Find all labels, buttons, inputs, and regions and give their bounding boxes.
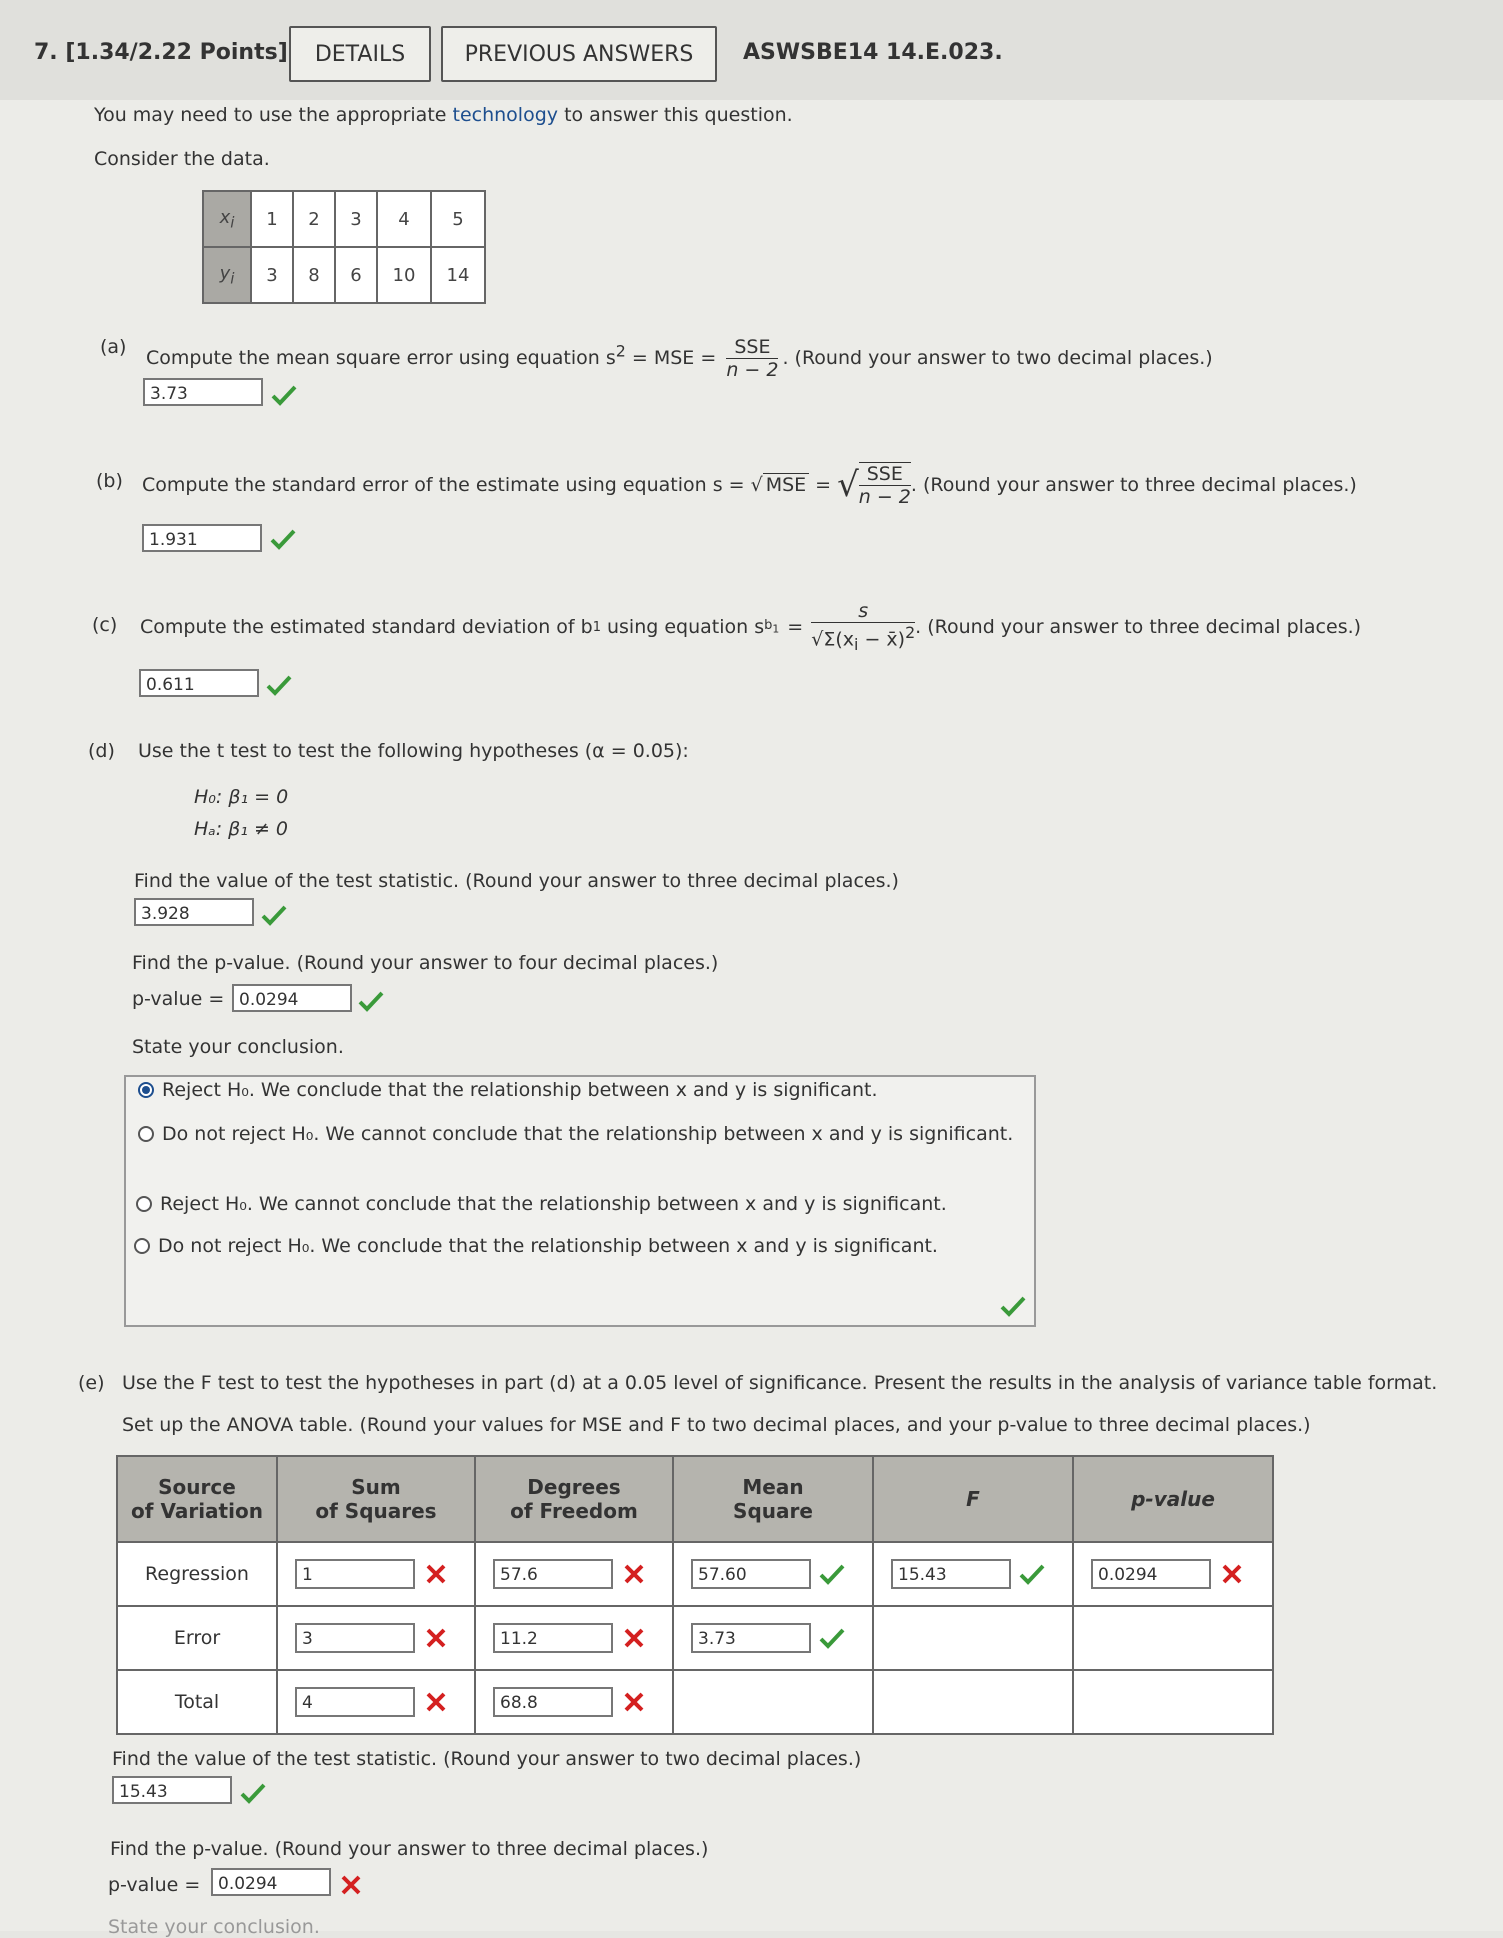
x-value: 4	[377, 191, 431, 247]
y-value: 10	[377, 247, 431, 303]
row-label: Total	[117, 1670, 277, 1734]
points: [1.34/2.22 Points]	[65, 40, 288, 65]
question-number: 7. [1.34/2.22 Points]	[34, 40, 288, 65]
header-ss: Sum of Squares	[277, 1456, 475, 1542]
ms-cell	[673, 1606, 873, 1670]
part-d-label: (d)	[88, 740, 115, 762]
correct-check-icon	[240, 1782, 266, 1804]
table-header-row	[117, 1456, 1273, 1542]
radio-icon[interactable]	[138, 1126, 154, 1142]
correct-check-icon	[358, 990, 384, 1012]
df-input[interactable]: 68.8	[493, 1687, 613, 1717]
incorrect-x-icon	[621, 1627, 647, 1649]
f-p-value-prompt: Find the p-value. (Round your answer to three decimal places.)	[110, 1838, 709, 1860]
radio-icon[interactable]	[136, 1196, 152, 1212]
incorrect-x-icon	[621, 1691, 647, 1713]
conclusion-option-4[interactable]: Do not reject H₀. We conclude that the relationship between x and y is significant.	[134, 1235, 938, 1257]
f-p-value-input[interactable]: 0.0294	[211, 1868, 331, 1896]
x-header: $x_i$	[203, 191, 251, 247]
part-c-label: (c)	[92, 614, 118, 636]
header-ms: Mean Square	[673, 1456, 873, 1542]
test-stat-input[interactable]: 3.928	[134, 898, 254, 926]
p-cell	[1073, 1542, 1273, 1606]
correct-check-icon	[270, 528, 296, 550]
table-row	[117, 1542, 1273, 1606]
question-header	[0, 0, 1503, 100]
ss-input[interactable]: 1	[295, 1559, 415, 1589]
part-a-label: (a)	[100, 336, 127, 358]
f-input[interactable]: 15.43	[891, 1559, 1011, 1589]
ss-cell	[277, 1606, 475, 1670]
row-label: Error	[117, 1606, 277, 1670]
df-cell	[475, 1670, 673, 1734]
incorrect-x-icon	[1219, 1563, 1245, 1585]
x-value: 2	[293, 191, 335, 247]
part-b-question: Compute the standard error of the estimate using equation s = √ MSE = √ SSE n − 2 . (Round your answer to three decimal places.)	[142, 463, 1357, 508]
f-p-value-label: p-value =	[108, 1874, 201, 1896]
correct-check-icon	[819, 1563, 845, 1585]
test-stat-prompt: Find the value of the test statistic. (Round your answer to three decimal places.)	[134, 870, 899, 892]
part-e-question: Use the F test to test the hypotheses in part (d) at a 0.05 level of significance. Present the results in the analysis of variance table format.	[122, 1372, 1438, 1394]
df-cell	[475, 1542, 673, 1606]
part-a-question: Compute the mean square error using equation $s^2$ = MSE = SSE n − 2 . (Round your answer to two decimal places.)	[146, 336, 1213, 381]
technology-link[interactable]: technology	[452, 104, 559, 126]
conclusion-prompt: State your conclusion.	[132, 1036, 344, 1058]
correct-check-icon	[271, 384, 297, 406]
conclusion-option-2[interactable]: Do not reject H₀. We cannot conclude that the relationship between x and y is significant.	[138, 1123, 1013, 1145]
part-a-answer-input[interactable]: 3.73	[143, 378, 263, 406]
correct-check-icon	[266, 674, 292, 696]
ss-cell	[277, 1542, 475, 1606]
y-value: 3	[251, 247, 293, 303]
intro-text: You may need to use the appropriate technology to answer this question.	[94, 104, 793, 126]
df-cell	[475, 1606, 673, 1670]
consider-text: Consider the data.	[94, 148, 270, 170]
part-e-label: (e)	[78, 1372, 105, 1394]
empty-cell	[1073, 1606, 1273, 1670]
y-header: $y_i$	[203, 247, 251, 303]
anova-setup-text: Set up the ANOVA table. (Round your values for MSE and F to two decimal places, and your p-value to three decimal places.)	[122, 1414, 1311, 1436]
ms-cell	[673, 1542, 873, 1606]
part-c-question: Compute the estimated standard deviation of b 1 using equation s $b_1$ = $\frac{s}{√\Sigma(x_i - x̄)^2}$ . (Round your answer to three decimal places.)	[140, 600, 1362, 655]
ss-cell	[277, 1670, 475, 1734]
x-value: 1	[251, 191, 293, 247]
incorrect-x-icon	[621, 1563, 647, 1585]
table-row	[203, 191, 485, 247]
p-input[interactable]: 0.0294	[1091, 1559, 1211, 1589]
incorrect-x-icon	[423, 1627, 449, 1649]
correct-check-icon	[1000, 1295, 1026, 1317]
table-row	[117, 1670, 1273, 1734]
correct-check-icon	[261, 904, 287, 926]
alt-hypothesis: Hₐ: β₁ ≠ 0	[194, 818, 288, 840]
data-table	[202, 190, 486, 304]
ms-input[interactable]: 57.60	[691, 1559, 811, 1589]
details-button[interactable]: DETAILS	[289, 26, 431, 82]
x-value: 3	[335, 191, 377, 247]
part-b-answer-input[interactable]: 1.931	[142, 524, 262, 552]
ss-input[interactable]: 3	[295, 1623, 415, 1653]
table-row	[203, 247, 485, 303]
p-value-label: p-value =	[132, 988, 225, 1010]
header-p: p-value	[1073, 1456, 1273, 1542]
conclusion-option-3[interactable]: Reject H₀. We cannot conclude that the relationship between x and y is significant.	[136, 1193, 947, 1215]
radio-selected-icon[interactable]	[138, 1082, 154, 1098]
df-input[interactable]: 11.2	[493, 1623, 613, 1653]
conclusion-options	[124, 1075, 1036, 1327]
row-label: Regression	[117, 1542, 277, 1606]
ms-input[interactable]: 3.73	[691, 1623, 811, 1653]
x-value: 5	[431, 191, 485, 247]
y-value: 14	[431, 247, 485, 303]
y-value: 6	[335, 247, 377, 303]
empty-cell	[873, 1670, 1073, 1734]
incorrect-x-icon	[423, 1563, 449, 1585]
incorrect-x-icon	[340, 1874, 362, 1896]
previous-answers-button[interactable]: PREVIOUS ANSWERS	[441, 26, 717, 82]
anova-table	[116, 1455, 1274, 1735]
null-hypothesis: H₀: β₁ = 0	[194, 786, 289, 808]
table-row	[117, 1606, 1273, 1670]
p-value-prompt: Find the p-value. (Round your answer to four decimal places.)	[132, 952, 719, 974]
ss-input[interactable]: 4	[295, 1687, 415, 1717]
empty-cell	[873, 1606, 1073, 1670]
radio-icon[interactable]	[134, 1238, 150, 1254]
empty-cell	[1073, 1670, 1273, 1734]
correct-check-icon	[1019, 1563, 1045, 1585]
part-d-question: Use the t test to test the following hypotheses (α = 0.05):	[138, 740, 689, 762]
f-stat-input[interactable]: 15.43	[112, 1776, 232, 1804]
conclusion-option-1[interactable]: Reject H₀. We conclude that the relationship between x and y is significant.	[138, 1079, 877, 1101]
y-value: 8	[293, 247, 335, 303]
p-value-input[interactable]: 0.0294	[232, 984, 352, 1012]
question-id: ASWSBE14 14.E.023.	[743, 40, 1003, 65]
df-input[interactable]: 57.6	[493, 1559, 613, 1589]
empty-cell	[673, 1670, 873, 1734]
f-cell	[873, 1542, 1073, 1606]
incorrect-x-icon	[423, 1691, 449, 1713]
f-stat-prompt: Find the value of the test statistic. (Round your answer to two decimal places.)	[112, 1748, 862, 1770]
header-df: Degrees of Freedom	[475, 1456, 673, 1542]
header-f: F	[873, 1456, 1073, 1542]
correct-check-icon	[819, 1627, 845, 1649]
part-b-label: (b)	[96, 470, 123, 492]
part-c-answer-input[interactable]: 0.611	[139, 669, 259, 697]
header-source: Source of Variation	[117, 1456, 277, 1542]
cutoff-conclusion-text: State your conclusion.	[108, 1916, 320, 1938]
